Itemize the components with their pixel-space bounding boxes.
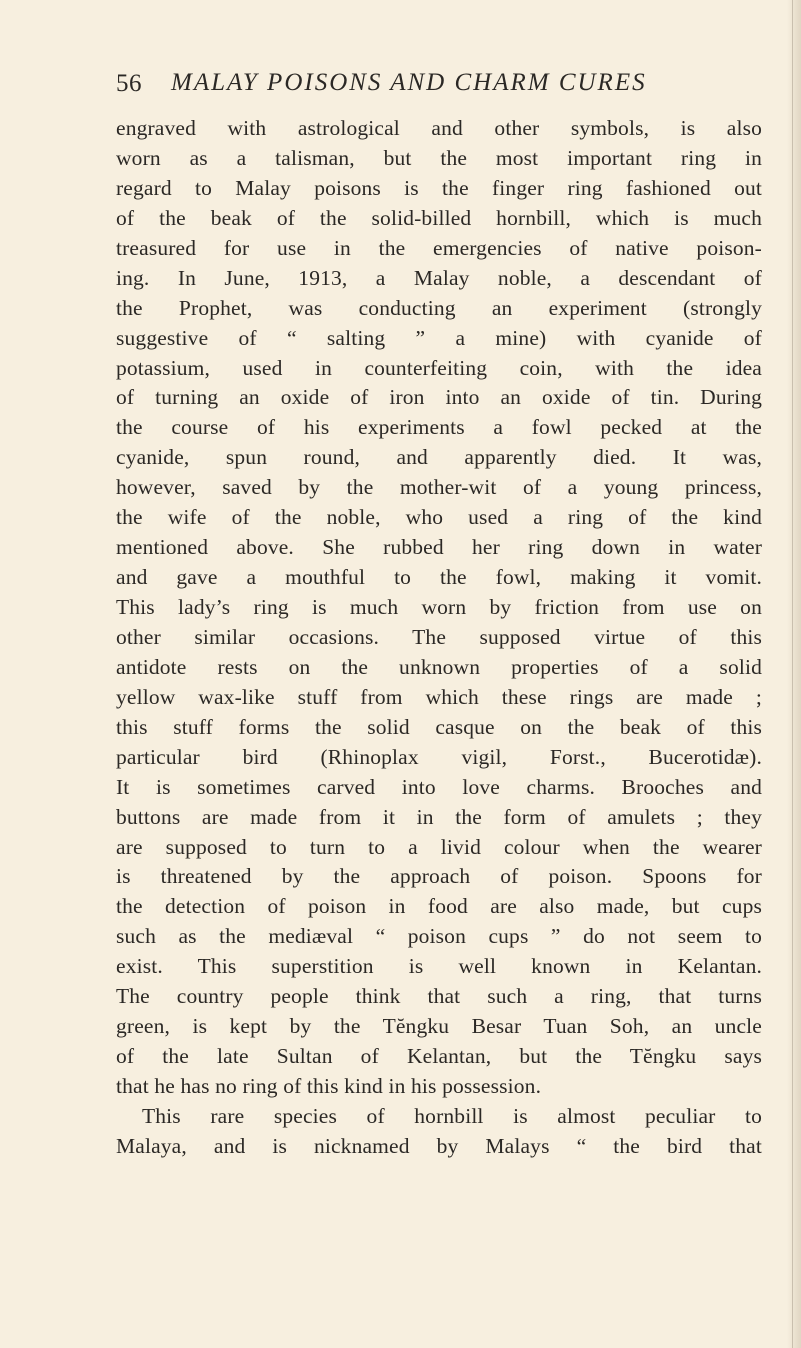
text-line: exist. This superstition is well known in Kelantan. — [116, 954, 762, 979]
text-line: are supposed to turn to a livid colour when the wearer — [116, 834, 762, 859]
text-line: regard to Malay poisons is the finger ring fashioned out — [116, 175, 762, 200]
text-line: the Prophet, was conducting an experiment (strongly — [116, 295, 762, 320]
text-line: buttons are made from it in the form of amulets ; they — [116, 804, 762, 829]
page-edge-line — [792, 0, 793, 1348]
text-line: however, saved by the mother-wit of a young princess, — [116, 475, 762, 500]
text-line: ing. In June, 1913, a Malay noble, a descendant of — [116, 265, 762, 290]
text-line: This rare species of hornbill is almost peculiar to — [142, 1103, 762, 1128]
text-line: It is sometimes carved into love charms. Brooches and — [116, 774, 762, 799]
text-line: green, is kept by the Tĕngku Besar Tuan Soh, an uncle — [116, 1014, 762, 1039]
running-title: MALAY POISONS AND CHARM CURES — [171, 69, 647, 96]
text-line: such as the mediæval “ poison cups ” do not seem to — [116, 924, 762, 949]
text-line: engraved with astrological and other symbols, is also — [116, 116, 762, 140]
text-line: yellow wax-like stuff from which these rings are made ; — [116, 684, 762, 709]
text-line: cyanide, spun round, and apparently died. It was, — [116, 445, 762, 470]
text-line: that he has no ring of this kind in his possession. — [116, 1074, 542, 1098]
page-edge-shadow — [787, 0, 801, 1348]
text-line: particular bird (Rhinoplax vigil, Forst., Bucerotidæ). — [116, 744, 762, 769]
text-line: antidote rests on the unknown properties of a solid — [116, 654, 762, 679]
page-number: 56 — [116, 70, 142, 97]
text-line: and gave a mouthful to the fowl, making it vomit. — [116, 565, 762, 590]
text-line: Malaya, and is nicknamed by Malays “ the bird that — [116, 1133, 762, 1158]
text-line: of turning an oxide of iron into an oxide of tin. During — [116, 385, 762, 410]
text-line: this stuff forms the solid casque on the beak of this — [116, 714, 762, 739]
text-line: treasured for use in the emergencies of native poison- — [116, 235, 762, 260]
text-line: other similar occasions. The supposed virtue of this — [116, 624, 762, 649]
body-text — [116, 114, 762, 1162]
text-line: of the beak of the solid-billed hornbill, which is much — [116, 205, 762, 230]
text-line: the detection of poison in food are also made, but cups — [116, 894, 762, 919]
text-line: potassium, used in counterfeiting coin, with the idea — [116, 355, 762, 380]
text-line: This lady’s ring is much worn by friction from use on — [116, 595, 762, 619]
text-line: the wife of the noble, who used a ring of the kind — [116, 505, 762, 530]
text-line: the course of his experiments a fowl pecked at the — [116, 415, 762, 440]
text-line: of the late Sultan of Kelantan, but the Tĕngku says — [116, 1044, 762, 1069]
text-line: is threatened by the approach of poison. Spoons for — [116, 864, 762, 889]
running-head — [116, 70, 726, 104]
text-line: worn as a talisman, but the most important ring in — [116, 145, 762, 170]
text-line: mentioned above. She rubbed her ring down in water — [116, 535, 762, 560]
text-line: suggestive of “ salting ” a mine) with cyanide of — [116, 325, 762, 350]
text-line: The country people think that such a ring, that turns — [116, 984, 762, 1009]
